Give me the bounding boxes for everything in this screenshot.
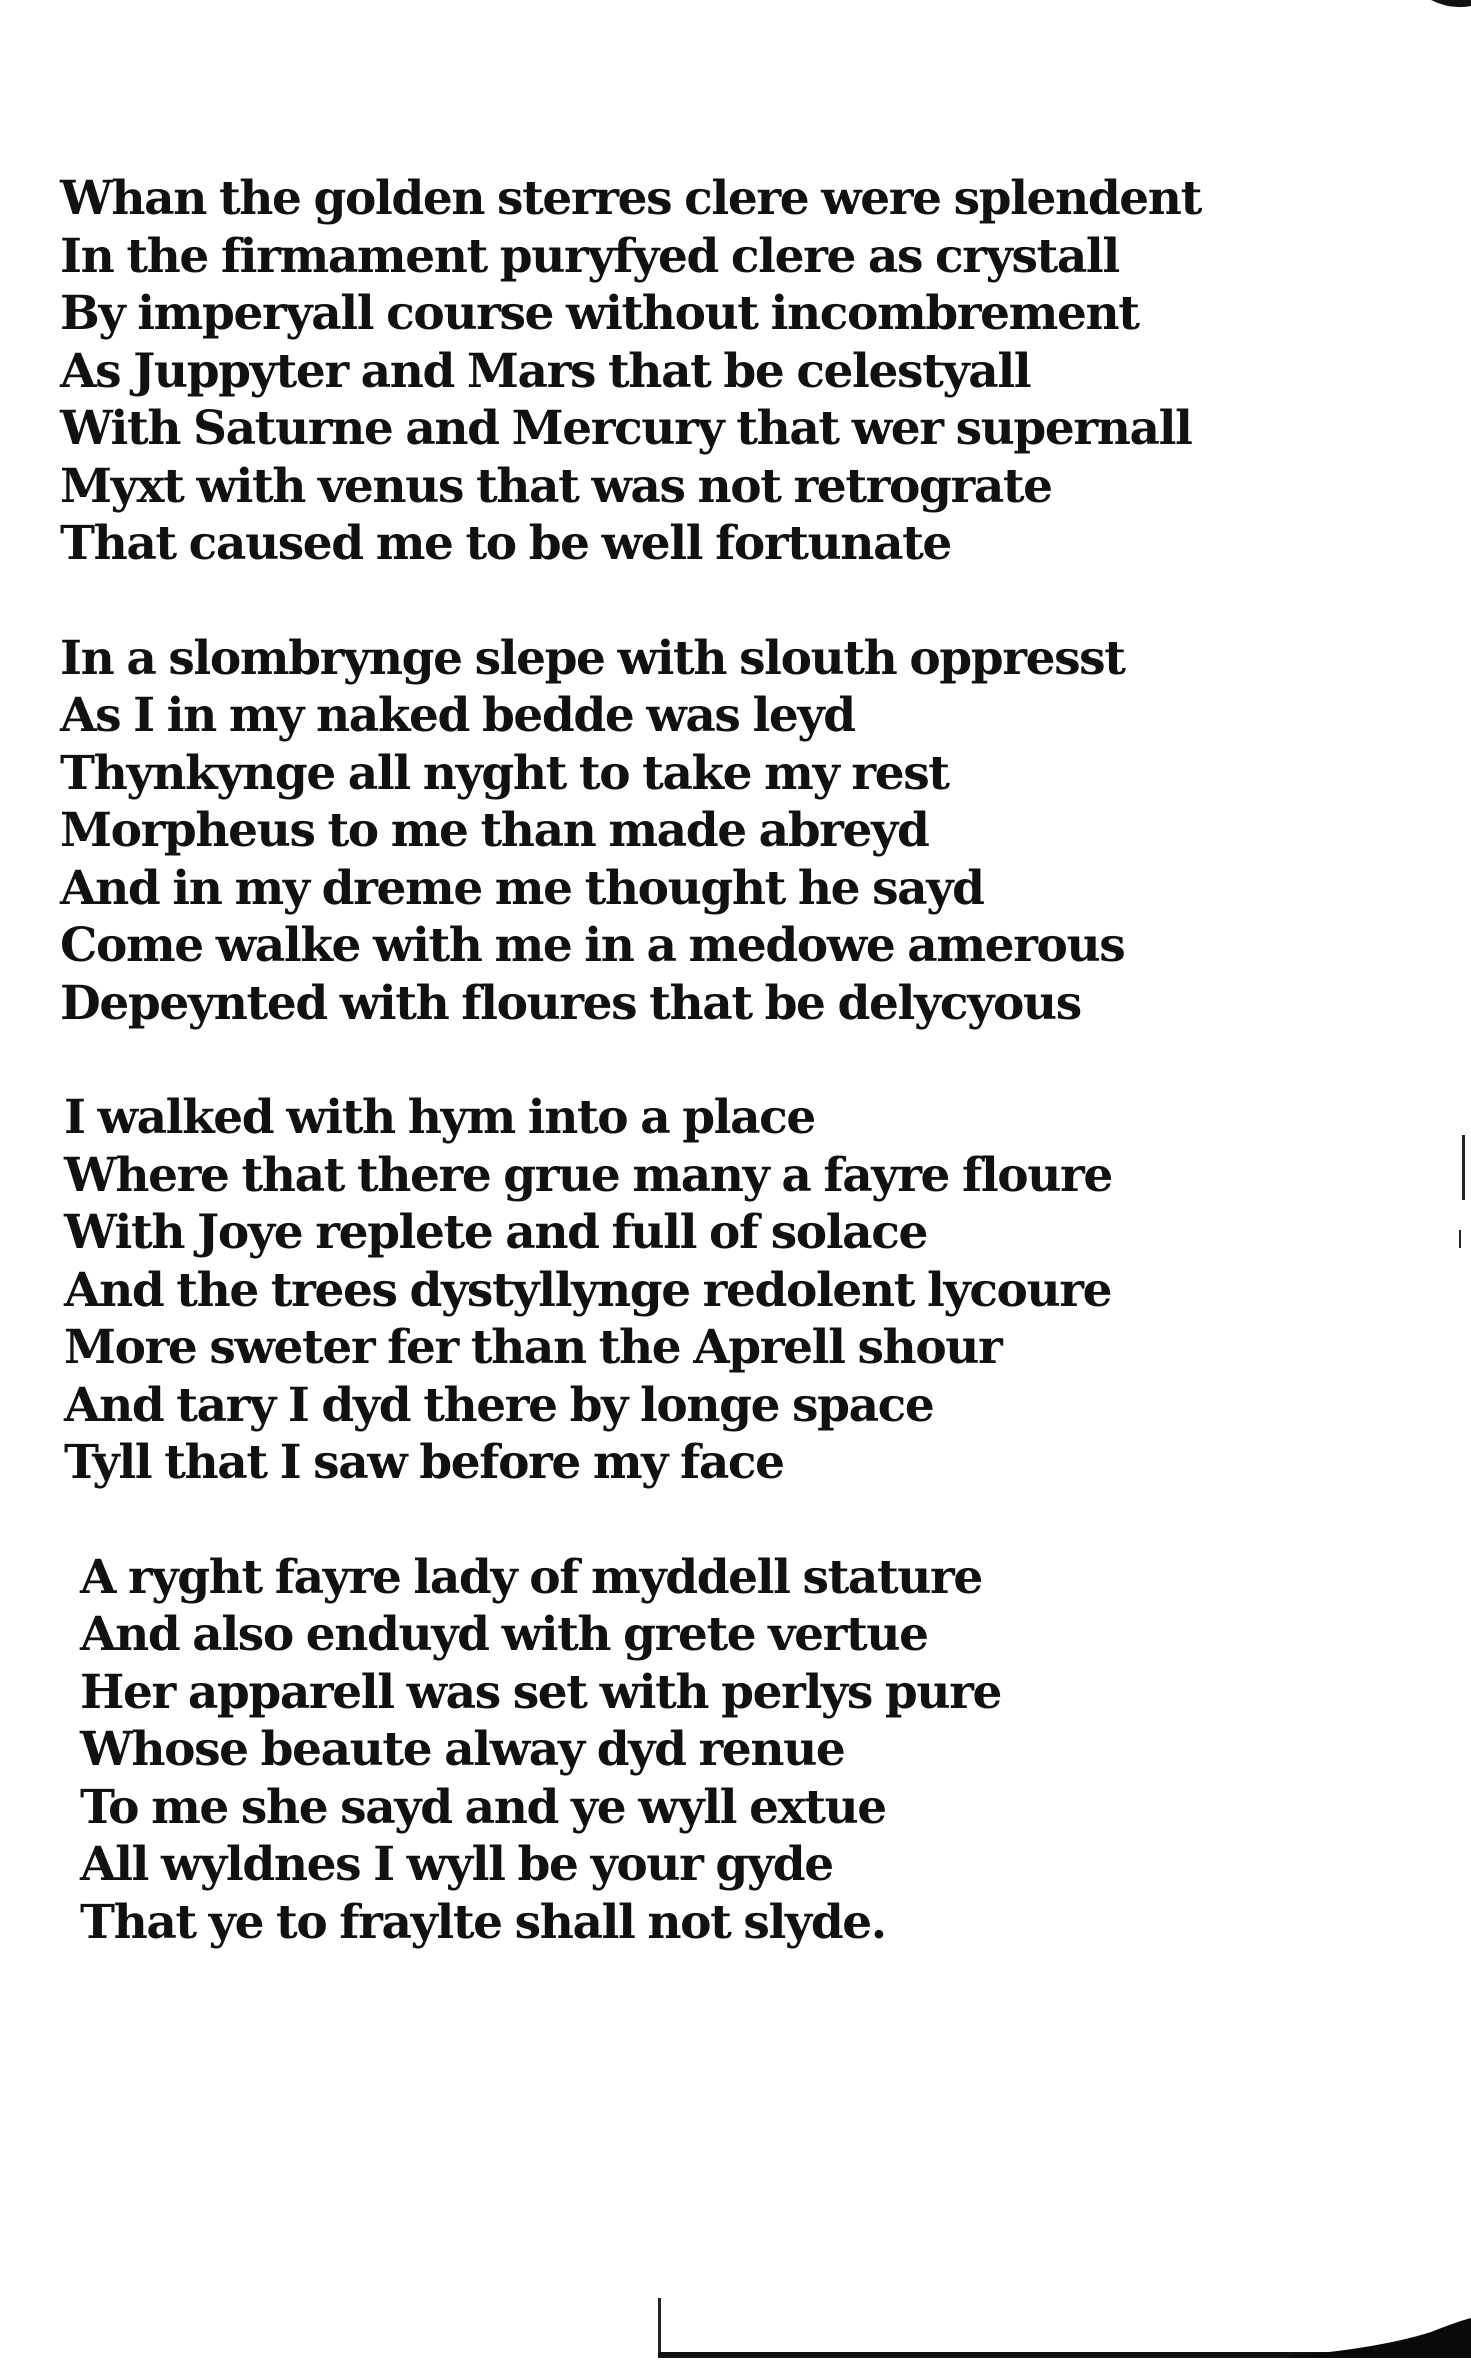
poem-line: By imperyall course without incombrement [60, 286, 1139, 341]
stanza-2 [60, 630, 1140, 1033]
poem-line: Thynkynge all nyght to take my rest [60, 745, 949, 801]
poem-line: That caused me to be well fortunate [60, 516, 951, 571]
poem-line: Whose beaute alway dyd renue [80, 1722, 845, 1777]
poem-line: Morpheus to me than made abreyd [60, 803, 929, 858]
poem-line: Come walke with me in a medowe amerous [60, 918, 1125, 973]
poem-line: And also enduyd with grete vertue [80, 1607, 928, 1662]
stanza-1 [60, 170, 1201, 573]
poem-line: In the firmament puryfyed clere as crystall [60, 228, 1119, 284]
poem-line: That ye to fraylte shall not slyde. [80, 1894, 886, 1950]
stanza-4 [60, 1549, 1140, 1952]
poem-line: With Saturne and Mercury that wer supernall [60, 401, 1192, 456]
poem-line: And tary I dyd there by longe space [64, 1377, 934, 1433]
poem-line: All wyldnes I wyll be your gyde [80, 1837, 833, 1892]
poem-text [60, 170, 1201, 1951]
scan-edge-mark-lower [1459, 1230, 1461, 1248]
poem-line: As Juppyter and Mars that be celestyall [60, 343, 1031, 399]
poem-line: In a slombrynge slepe with slouth oppresst [60, 630, 1125, 686]
poem-line: Myxt with venus that was not retrograte [60, 458, 1052, 514]
poem-line: Whan the golden sterres clere were splendent [60, 171, 1201, 226]
poem-line: And the trees dystyllynge redolent lycoure [64, 1262, 1112, 1318]
poem-line: And in my dreme me thought he sayd [60, 860, 984, 916]
poem-line: More sweter fer than the Aprell shour [64, 1320, 1002, 1375]
poem-line: Her apparell was set with perlys pure [80, 1664, 1001, 1720]
scan-shadow-artifact [1291, 2318, 1471, 2358]
scan-corner-artifact [1411, 0, 1471, 14]
poem-line: A ryght fayre lady of myddell stature [80, 1549, 982, 1605]
poem-line: I walked with hym into a place [64, 1090, 815, 1145]
scan-edge-mark-upper [1462, 1135, 1465, 1200]
poem-line: As I in my naked bedde was leyd [60, 688, 855, 743]
stanza-3 [60, 1089, 1140, 1492]
poem-line: Tyll that I saw before my face [64, 1435, 784, 1490]
poem-line: Where that there grue many a fayre floure [64, 1147, 1112, 1203]
poem-line: Depeynted with floures that be delycyous [60, 975, 1081, 1031]
poem-line: To me she sayd and ye wyll extue [80, 1779, 886, 1835]
poem-line: With Joye replete and full of solace [64, 1205, 927, 1260]
scan-page-edge-vertical [658, 2298, 661, 2358]
